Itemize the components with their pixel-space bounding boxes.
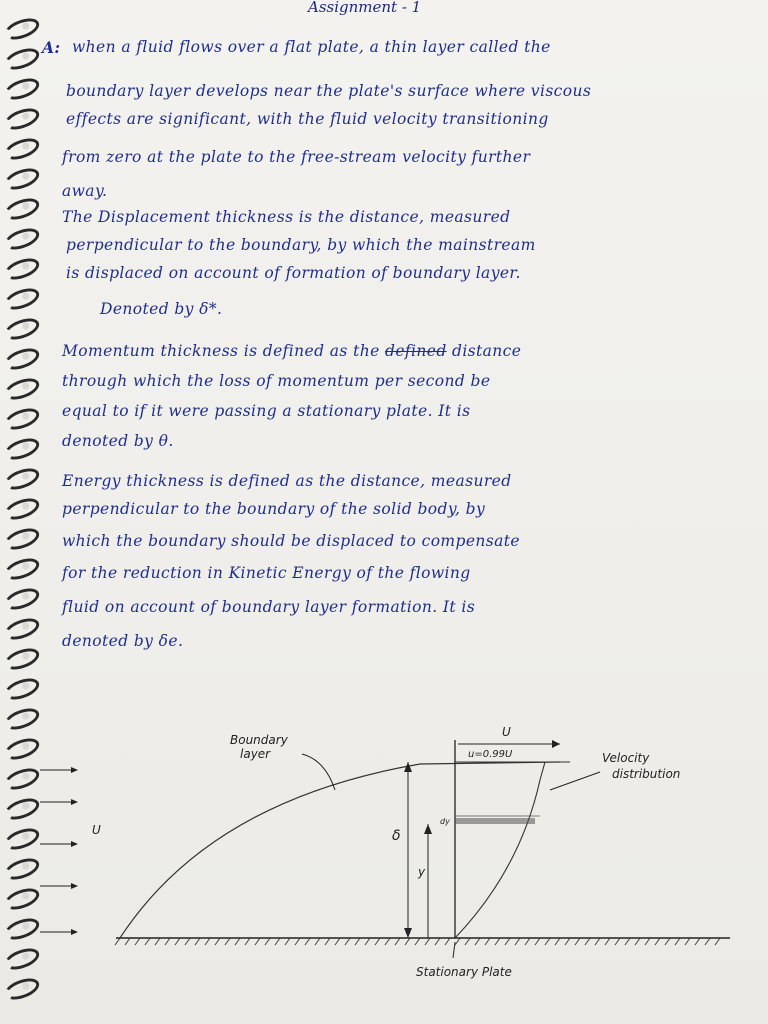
hatch-mark [685,938,690,945]
spiral-ring [2,344,42,373]
spiral-ring [2,974,42,1003]
flow-arrow-head [71,841,78,847]
hatch-mark [485,938,490,945]
plate-hatching [115,938,720,945]
hatch-mark [705,938,710,945]
strip-dy [455,818,535,824]
text-line-3: effects are significant, with the fluid velocity transitioning [66,110,549,128]
hatch-mark [215,938,220,945]
velocity-profile-curve [455,762,545,938]
spiral-ring [2,644,42,673]
text-line-4: from zero at the plate to the free-stream velocity further [62,148,531,166]
hatch-mark [235,938,240,945]
spiral-ring [2,44,42,73]
flow-arrow-head [71,883,78,889]
hatch-mark [535,938,540,945]
hatch-mark [525,938,530,945]
momentum-start: Momentum thickness is defined as the [62,342,380,360]
hatch-mark [295,938,300,945]
hatch-mark [205,938,210,945]
hatch-mark [465,938,470,945]
spiral-ring [2,314,42,343]
hatch-mark [325,938,330,945]
spiral-ring [2,194,42,223]
hatch-mark [605,938,610,945]
hatch-mark [375,938,380,945]
hatch-mark [115,938,120,945]
hatch-mark [195,938,200,945]
label-velocity-2: distribution [612,767,681,781]
question-label: A: [42,38,61,57]
momentum-tail: distance [452,342,522,360]
hatch-mark [185,938,190,945]
hatch-mark [635,938,640,945]
hatch-mark [675,938,680,945]
hatch-mark [655,938,660,945]
hatch-mark [135,938,140,945]
hatch-mark [545,938,550,945]
hatch-mark [395,938,400,945]
hatch-mark [425,938,430,945]
label-boundary-1: Boundary [230,733,288,747]
hatch-mark [575,938,580,945]
text-line-19: denoted by δe. [62,632,184,650]
hatch-mark [645,938,650,945]
text-line-8: is displaced on account of formation of boundary layer. [66,264,521,282]
spiral-ring [2,14,42,43]
label-u-left: U [92,823,101,837]
plate-pointer [453,942,455,958]
hatch-mark [155,938,160,945]
spiral-ring [2,734,42,763]
spiral-ring [2,464,42,493]
text-line-10 [62,342,521,360]
spiral-binding [0,20,40,1020]
spiral-ring [2,254,42,283]
spiral-ring [2,494,42,523]
text-line-18: fluid on account of boundary layer formation. It is [62,598,476,616]
spiral-ring [2,704,42,733]
hatch-mark [345,938,350,945]
hatch-mark [125,938,130,945]
hatch-mark [585,938,590,945]
text-line-17: for the reduction in Kinetic Energy of the flowing [62,564,471,582]
hatch-mark [315,938,320,945]
spiral-ring [2,434,42,463]
spiral-ring [2,764,42,793]
spiral-ring [2,914,42,943]
hatch-mark [455,938,460,945]
hatch-mark [255,938,260,945]
spiral-ring [2,554,42,583]
spiral-ring [2,614,42,643]
label-delta: δ [392,828,401,844]
hatch-mark [515,938,520,945]
text-line-9: Denoted by δ*. [100,300,223,318]
page-title: Assignment - 1 [308,0,422,16]
spiral-ring [2,824,42,853]
hatch-mark [305,938,310,945]
spiral-ring [2,284,42,313]
hatch-mark [435,938,440,945]
label-velocity-1: Velocity [602,751,650,765]
text-line-5: away. [62,182,108,200]
spiral-ring [2,224,42,253]
text-line-11: through which the loss of momentum per second be [62,372,491,390]
spiral-ring [2,74,42,103]
spiral-ring [2,524,42,553]
hatch-mark [695,938,700,945]
hatch-mark [595,938,600,945]
hatch-mark [715,938,720,945]
text-line-1: when a fluid flows over a flat plate, a thin layer called the [72,38,551,56]
hatch-mark [245,938,250,945]
hatch-mark [265,938,270,945]
boundary-layer-curve [120,762,560,938]
hatch-mark [145,938,150,945]
delta-arrow-bottom [404,928,412,938]
hatch-mark [445,938,450,945]
flow-arrow-head [71,929,78,935]
label-u-099: u=0.99U [468,749,513,760]
velocity-pointer [550,772,600,790]
hatch-mark [665,938,670,945]
label-dy: dy [440,817,450,826]
label-plate: Stationary Plate [416,965,512,979]
text-line-14: Energy thickness is defined as the distance, measured [62,472,512,490]
spiral-ring [2,674,42,703]
spiral-ring [2,404,42,433]
text-line-16: which the boundary should be displaced to compensate [62,532,520,550]
spiral-ring [2,794,42,823]
hatch-mark [565,938,570,945]
y-arrow-top [424,824,432,834]
boundary-layer-diagram [40,720,768,1020]
hatch-mark [495,938,500,945]
u-top-arrow [552,740,560,748]
label-u-top: U [502,725,511,739]
hatch-mark [165,938,170,945]
hatch-mark [275,938,280,945]
hatch-mark [415,938,420,945]
flow-arrow-head [71,767,78,773]
hatch-mark [225,938,230,945]
hatch-mark [335,938,340,945]
spiral-ring [2,164,42,193]
hatch-mark [285,938,290,945]
spiral-ring [2,134,42,163]
text-line-7: perpendicular to the boundary, by which the mainstream [66,236,536,254]
hatch-mark [365,938,370,945]
text-line-13: denoted by θ. [62,432,174,450]
hatch-mark [615,938,620,945]
flow-arrows [40,767,78,935]
hatch-mark [175,938,180,945]
spiral-ring [2,884,42,913]
hatch-mark [475,938,480,945]
spiral-ring [2,944,42,973]
text-line-12: equal to if it were passing a stationary plate. It is [62,402,471,420]
hatch-mark [385,938,390,945]
text-line-6: The Displacement thickness is the distance, measured [62,208,511,226]
struck-word: defined [385,342,447,360]
hatch-mark [625,938,630,945]
text-line-15: perpendicular to the boundary of the solid body, by [62,500,486,518]
hatch-mark [355,938,360,945]
spiral-ring [2,104,42,133]
label-boundary-2: layer [240,747,271,761]
flow-arrow-head [71,799,78,805]
hatch-mark [405,938,410,945]
spiral-ring [2,374,42,403]
spiral-ring [2,854,42,883]
text-line-2: boundary layer develops near the plate's surface where viscous [66,82,592,100]
spiral-ring [2,584,42,613]
hatch-mark [555,938,560,945]
label-y: y [418,865,426,879]
boundary-pointer [302,754,335,790]
hatch-mark [505,938,510,945]
